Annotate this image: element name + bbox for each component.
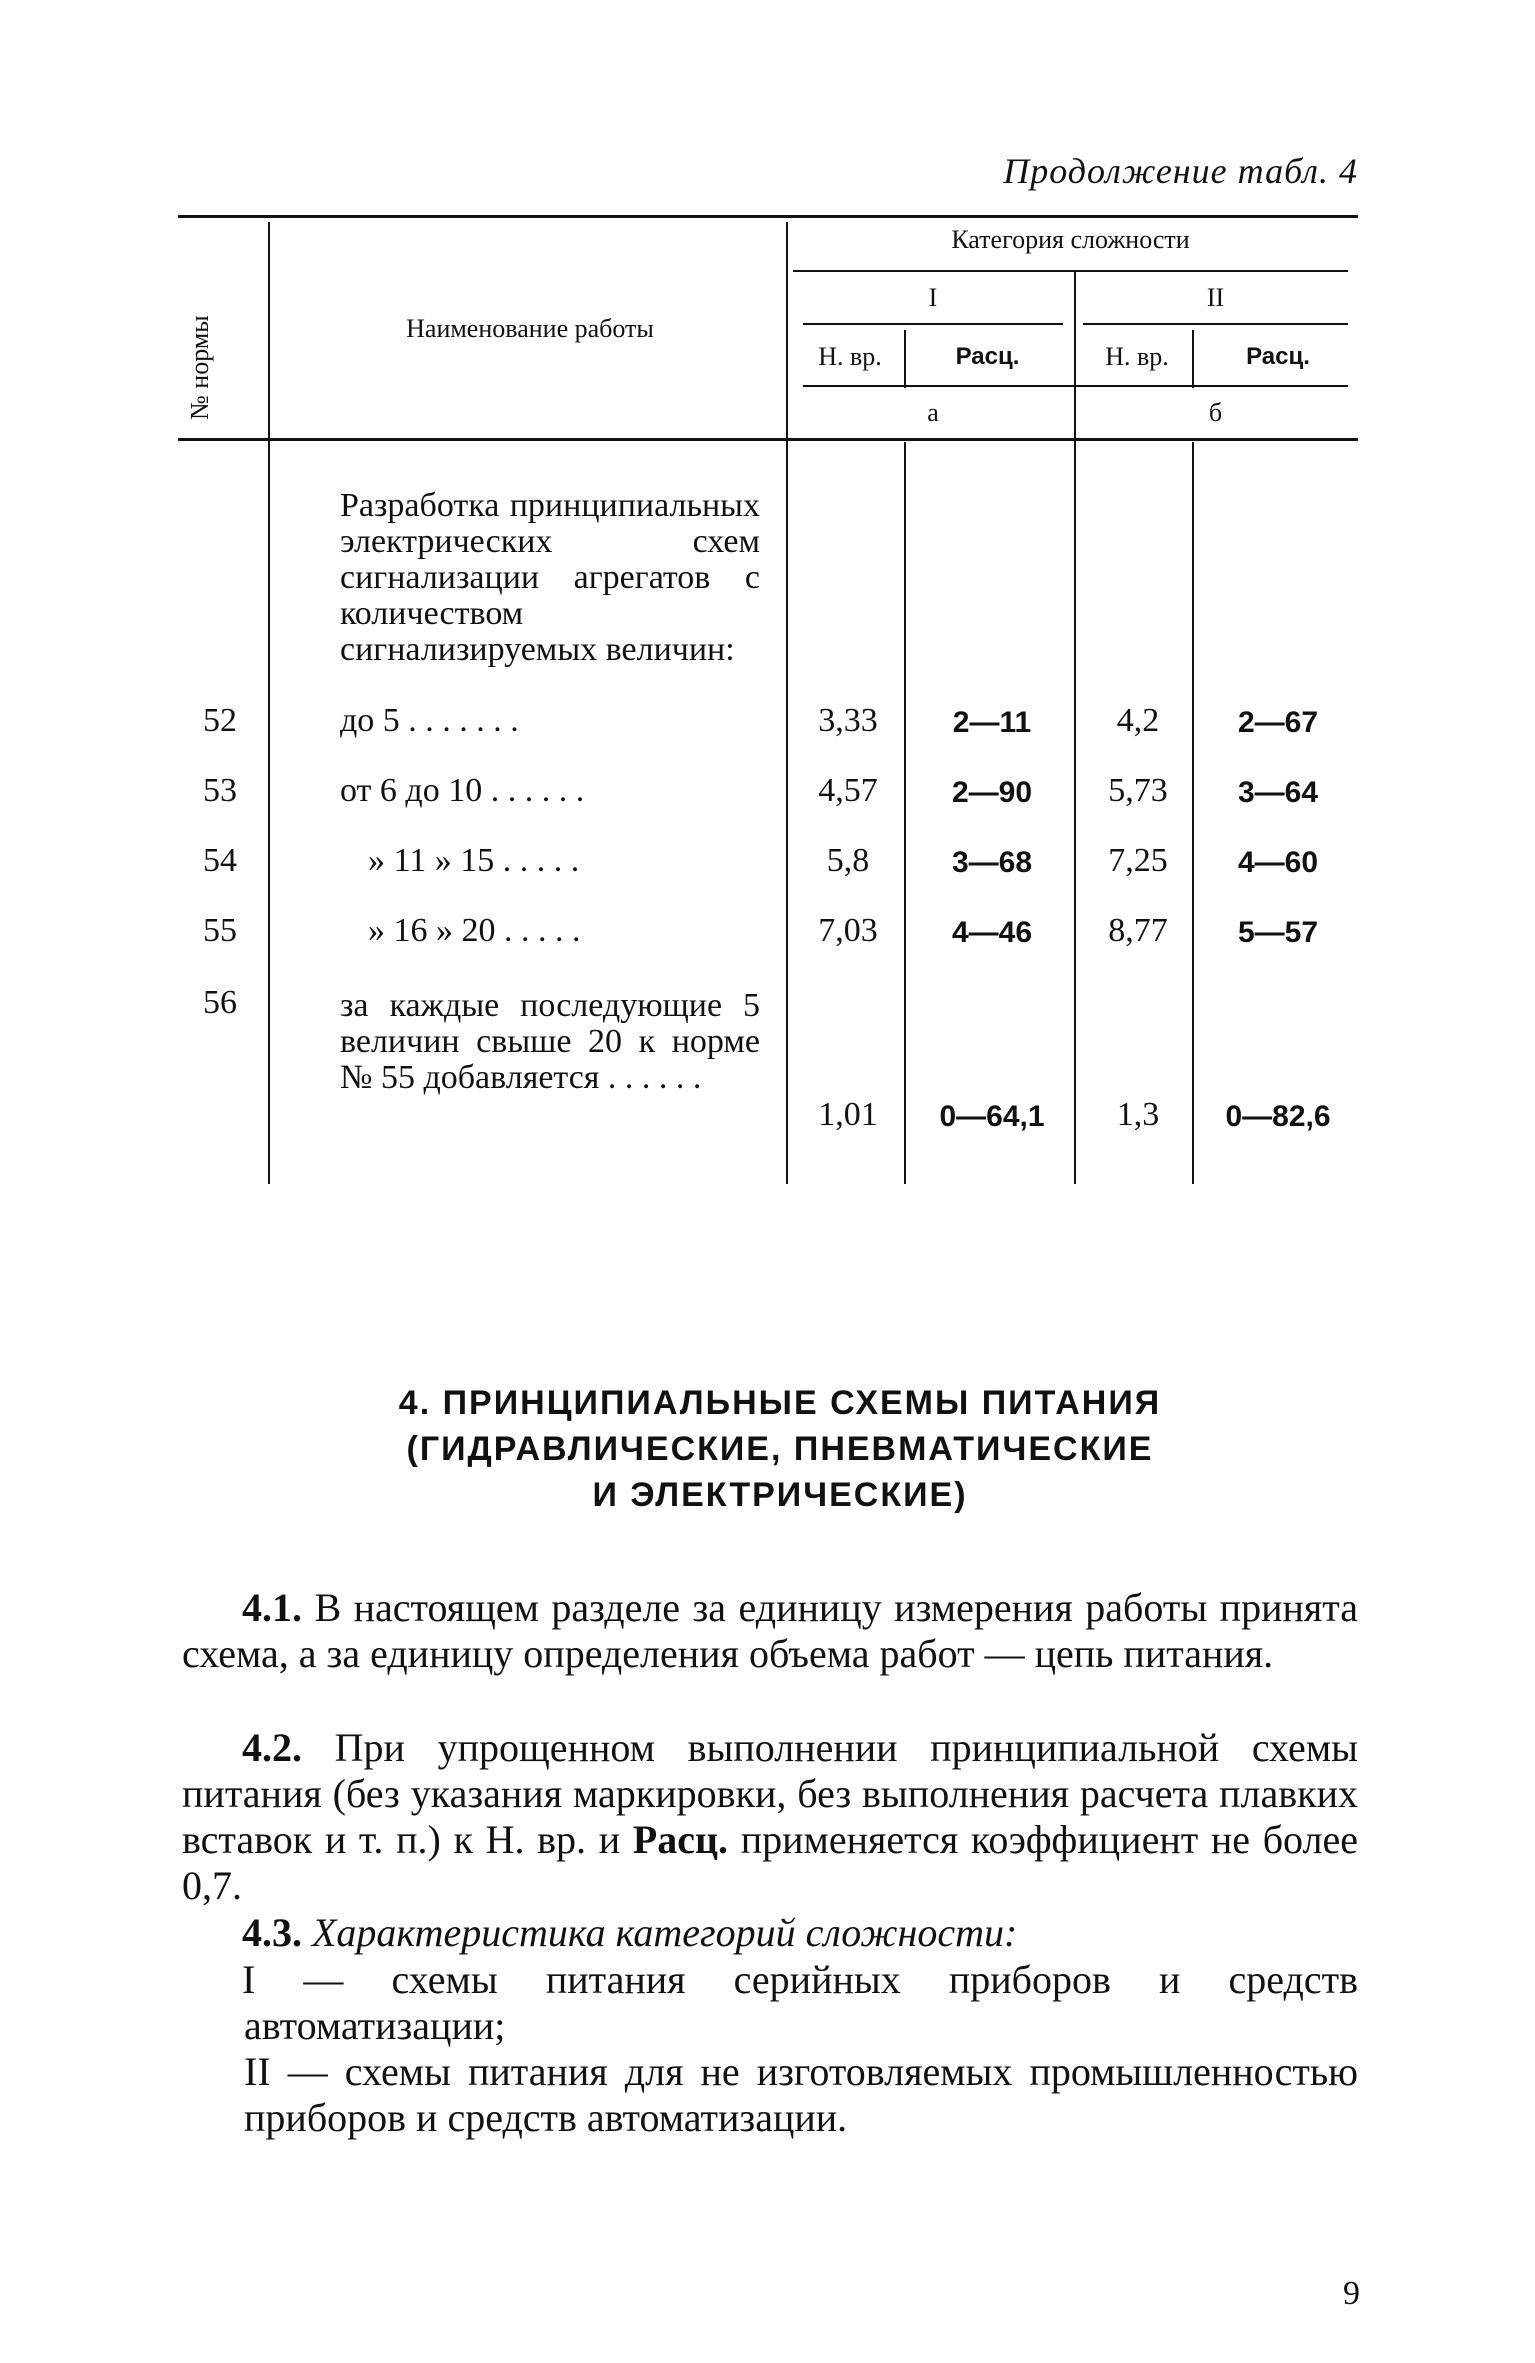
paragraph-4-1-number: 4.1. [242, 1585, 302, 1630]
row-53-rate-II: 3—64 [1237, 776, 1319, 809]
header-col-b: б [1208, 398, 1223, 427]
row-54-number: 54 [203, 842, 237, 879]
paragraph-4-2-tail: применяется коэффициент не более 0,7. [182, 1817, 1358, 1908]
row-54-hours-I: 5,8 [826, 842, 870, 879]
col-divider-cat [1074, 272, 1076, 1184]
paragraph-4-1 [182, 1585, 1358, 1677]
section-heading-line1: 4. ПРИНЦИПИАЛЬНЫЕ СХЕМЫ ПИТАНИЯ [398, 1384, 1162, 1422]
col-divider-b-body [1192, 442, 1194, 1184]
paragraph-4-2-bold: Расц. [632, 1817, 729, 1862]
section-heading-line3: И ЭЛЕКТРИЧЕСКИЕ) [592, 1476, 968, 1514]
row-55-rate-I: 4—46 [951, 916, 1033, 949]
header-rate-I: Расц. [955, 343, 1020, 370]
col-divider-number [268, 222, 270, 1184]
header-cat-I: I [928, 283, 938, 312]
category-I-description: I — схемы питания серийных приборов и средств автоматизации; [242, 1957, 1358, 2048]
paragraph-4-2 [182, 1725, 1358, 1909]
row-54-name: » 11 » 15 . . . . . [368, 842, 580, 879]
row-52-rate-II: 2—67 [1237, 706, 1319, 739]
paragraph-4-1-text: В настоящем разделе за единицу измерения работы принята схема, а за единицу определения объема работ — цепь питания. [182, 1585, 1359, 1676]
row-56-rate-I: 0—64,1 [939, 1100, 1045, 1133]
header-cat-II: II [1206, 283, 1225, 312]
cat-II-underline [1083, 323, 1348, 325]
row-54-rate-II: 4—60 [1237, 846, 1319, 879]
row-56-name: за каждые последующие 5 величин свыше 20 к норме № 55 добавляется . . . . . . [340, 987, 760, 1096]
row-56-rate-II: 0—82,6 [1225, 1100, 1331, 1133]
col-divider-a [904, 330, 906, 388]
col-divider-b [1192, 330, 1194, 388]
table-intro-text: Разработка принципиальных электрических схем сигнализации агрегатов с количеством сигнализируемых величин: [340, 487, 760, 668]
row-53-name: от 6 до 10 . . . . . . [340, 772, 585, 809]
header-rate-II: Расц. [1246, 343, 1310, 370]
table-top-rule [178, 215, 1358, 218]
row-53-hours-I: 4,57 [818, 772, 878, 809]
row-56-hours-II: 1,3 [1116, 1096, 1160, 1133]
table-continuation-caption: Продолжение табл. 4 [1003, 151, 1358, 191]
header-hours-I: Н. вр. [818, 342, 882, 371]
paragraph-4-2-number: 4.2. [242, 1725, 302, 1770]
row-54-hours-II: 7,25 [1108, 842, 1168, 879]
row-54-rate-I: 3—68 [951, 846, 1033, 879]
row-55-hours-II: 8,77 [1108, 912, 1168, 949]
row-52-hours-I: 3,33 [818, 702, 878, 739]
row-52-number: 52 [203, 702, 237, 739]
row-52-rate-I: 2—11 [952, 706, 1032, 739]
section-heading-line2: (ГИДРАВЛИЧЕСКИЕ, ПНЕВМАТИЧЕСКИЕ [406, 1430, 1154, 1468]
header-col-a: а [927, 398, 939, 427]
row-55-name: » 16 » 20 . . . . . [368, 912, 581, 949]
paragraph-4-3 [182, 1910, 1358, 1956]
header-hours-II: Н. вр. [1105, 342, 1169, 371]
row-52-hours-II: 4,2 [1116, 702, 1160, 739]
header-number: № нормы [185, 315, 214, 420]
category-II-description: II — схемы питания для не изготовляемых промышленностью приборов и средств автоматизации. [244, 2049, 1358, 2140]
col-divider-name [786, 222, 788, 1184]
row-53-rate-I: 2—90 [951, 776, 1033, 809]
row-55-number: 55 [203, 912, 237, 949]
col-divider-a-body [904, 442, 906, 1184]
header-work-name: Наименование работы [406, 314, 654, 343]
row-55-hours-I: 7,03 [818, 912, 878, 949]
row-56-hours-I: 1,01 [818, 1096, 878, 1133]
row-55-rate-II: 5—57 [1237, 916, 1319, 949]
header-category: Категория сложности [951, 225, 1190, 254]
row-52-name: до 5 . . . . . . . [340, 702, 519, 739]
section-heading [200, 1380, 1360, 1518]
table-header-bottom-rule [178, 438, 1358, 441]
category-underline [793, 270, 1348, 272]
paragraph-4-3-text: Характеристика категорий сложности: [312, 1910, 1018, 1955]
paragraph-4-2-text: При упрощенном выполнении принципиальной схемы питания (без указания маркировки, без выполнения расчета плавких вставок и т. п.) к Н. вр. и [182, 1725, 1359, 1862]
page-number: 9 [1343, 2275, 1360, 2312]
row-53-number: 53 [203, 772, 237, 809]
paragraph-4-3-number: 4.3. [242, 1910, 302, 1955]
row-53-hours-II: 5,73 [1108, 772, 1168, 809]
row-56-number: 56 [203, 984, 237, 1021]
cat-I-underline [803, 323, 1063, 325]
